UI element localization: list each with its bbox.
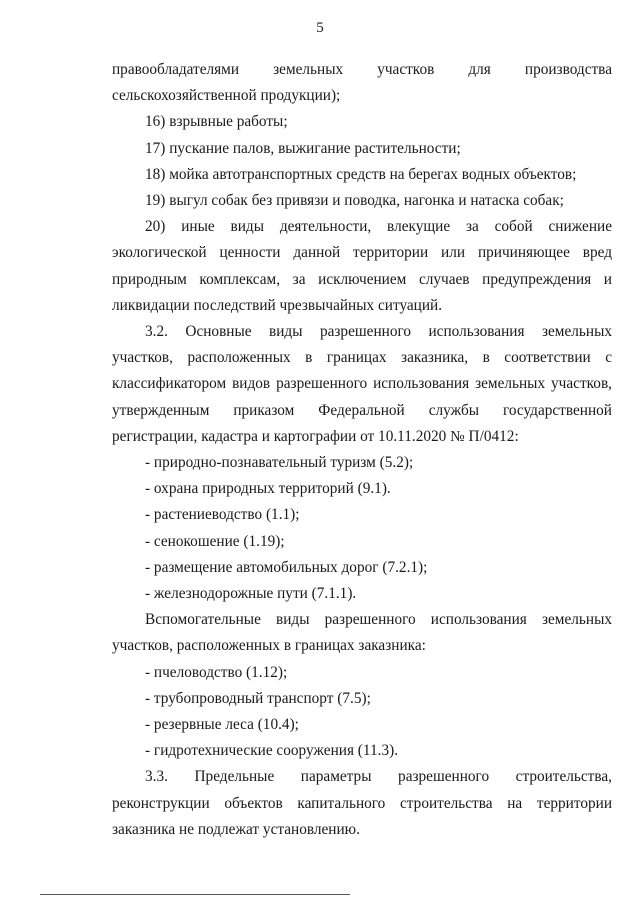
list-item-20: 20) иные виды деятельности, влекущие за собой снижение [145,218,612,236]
text-line: заказника не подлежат установлению. [112,820,360,838]
text-line: правообладателями земельных участков для производства [112,61,612,78]
text-line: участков, расположенных в границах заказника: [112,637,426,655]
text-line: регистрации, кадастра и картографии от 10.11.2020 № П/0412: [112,427,519,445]
bullet-item: - сенокошение (1.19); [145,532,285,550]
bullet-item: - железнодорожные пути (7.1.1). [145,585,357,603]
bullet-item: - пчеловодство (1.12); [145,663,288,681]
list-item-17: 17) пускание палов, выжигание растительности; [145,139,461,157]
page-number: 5 [316,20,324,36]
bullet-item: - охрана природных территорий (9.1). [145,480,391,498]
bullet-item: - гидротехнические сооружения (11.3). [145,742,399,760]
text-line: экологической ценности данной территории или причиняющее вред [112,244,612,262]
bullet-item: - размещение автомобильных дорог (7.2.1); [145,558,428,576]
text-line: классификатором видов разрешенного использования земельных участков, [112,375,612,393]
auxiliary-uses-heading: Вспомогательные виды разрешенного использования земельных [145,611,612,629]
text-line: участков, расположенных в границах заказника, в соответствии с [112,349,612,367]
text-line: природным комплексам, за исключением случаев предупреждения и [112,270,612,288]
bullet-item: - природно-познавательный туризм (5.2); [145,454,414,472]
document-body [112,57,612,843]
text-line: утвержденным приказом Федеральной службы государственной [112,401,612,419]
text-line: ликвидации последствий чрезвычайных ситуаций. [112,296,443,314]
footer-rule [40,894,350,895]
bullet-item: - резервные леса (10.4); [145,716,299,734]
bullet-item: - растениеводство (1.1); [145,506,300,524]
text-line: реконструкции объектов капитального строительства на территории [112,794,612,812]
section-3-3-heading: 3.3. Предельные параметры разрешенного строительства, [145,768,612,786]
list-item-18: 18) мойка автотранспортных средств на берегах водных объектов; [145,165,577,183]
bullet-item: - трубопроводный транспорт (7.5); [145,689,371,707]
list-item-19: 19) выгул собак без привязи и поводка, нагонка и натаска собак; [145,192,564,210]
text-line: сельскохозяйственной продукции); [112,87,341,105]
section-3-2-heading: 3.2. Основные виды разрешенного использования земельных [145,323,612,341]
list-item-16: 16) взрывные работы; [145,113,288,131]
